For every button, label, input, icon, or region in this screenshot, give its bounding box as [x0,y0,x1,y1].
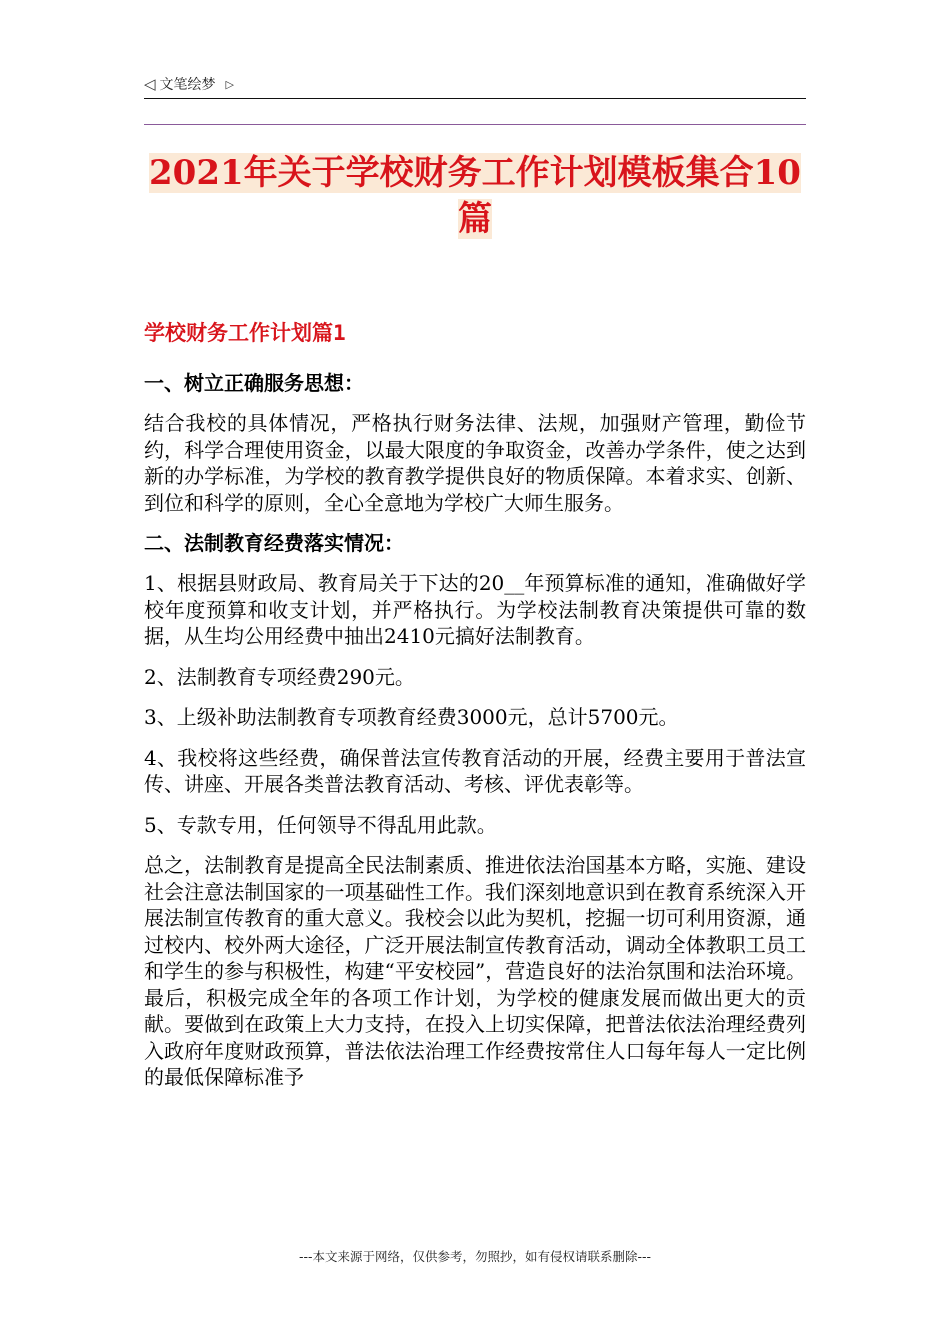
list-item-4: 4、我校将这些经费，确保普法宣传教育活动的开展，经费主要用于普法宣传、讲座、开展各类普法教育活动、考核、评优表彰等。 [144,745,806,796]
title-line-2: 篇 [458,199,492,239]
document-title [144,150,806,242]
title-line-1: 2021年关于学校财务工作计划模板集合10 [149,153,801,193]
summary-paragraph: 总之，法制教育是提高全民法制素质、推进依法治国基本方略，实施、建设社会注意法制国家的一项基础性工作。我们深刻地意识到在教育系统深入开展法制宣传教育的重大意义。我校会以此为契机，挖掘一切可利用资源，通过校内、校外两大途径，广泛开展法制宣传教育活动，调动全体教职工员工和学生的参与积极性，构建“平安校园”，营造良好的法治氛围和法治环境。最后，积极完成全年的各项工作计划，为学校的健康发展而做出更大的贡献。要做到在政策上大力支持，在投入上切实保障，把普法依法治理经费列入政府年度财政预算，普法依法治理工作经费按常住人口每年每人一定比例的最低保障标准予 [144,853,806,1089]
header-brand [144,74,234,94]
page-header [144,72,806,98]
triangle-left-icon: ◁ [144,75,156,93]
list-item-1: 1、根据县财政局、教育局关于下达的20__年预算标准的通知，准确做好学校年度预算和收支计划，并严格执行。为学校法制教育决策提供可靠的数据，从生均公用经费中抽出2410元搞好法制教育。 [144,571,806,648]
section-title: 学校财务工作计划篇1 [144,321,346,345]
document-body [144,318,806,1105]
list-item-3: 3、上级补助法制教育专项教育经费3000元，总计5700元。 [144,705,679,729]
heading-2: 二、法制教育经费落实情况： [144,531,404,555]
list-item-2: 2、法制教育专项经费290元。 [144,664,415,689]
brand-name: 文笔绘梦 [159,77,216,93]
heading-1: 一、树立正确服务思想： [144,371,364,395]
list-item-5: 5、专款专用，任何领导不得乱用此款。 [144,812,497,837]
secondary-divider [144,124,806,125]
footer-note: ---本文来源于网络，仅供参考，勿照抄，如有侵权请联系删除--- [298,1249,652,1264]
triangle-right-icon: ▷ [225,77,235,91]
paragraph-1: 结合我校的具体情况，严格执行财务法律、法规，加强财产管理，勤俭节约，科学合理使用资金，以最大限度的争取资金，改善办学条件，使之达到新的办学标准，为学校的教育教学提供良好的物质保障。本着求实、创新、到位和科学的原则，全心全意地为学校广大师生服务。 [144,411,806,515]
header-divider [144,98,806,99]
